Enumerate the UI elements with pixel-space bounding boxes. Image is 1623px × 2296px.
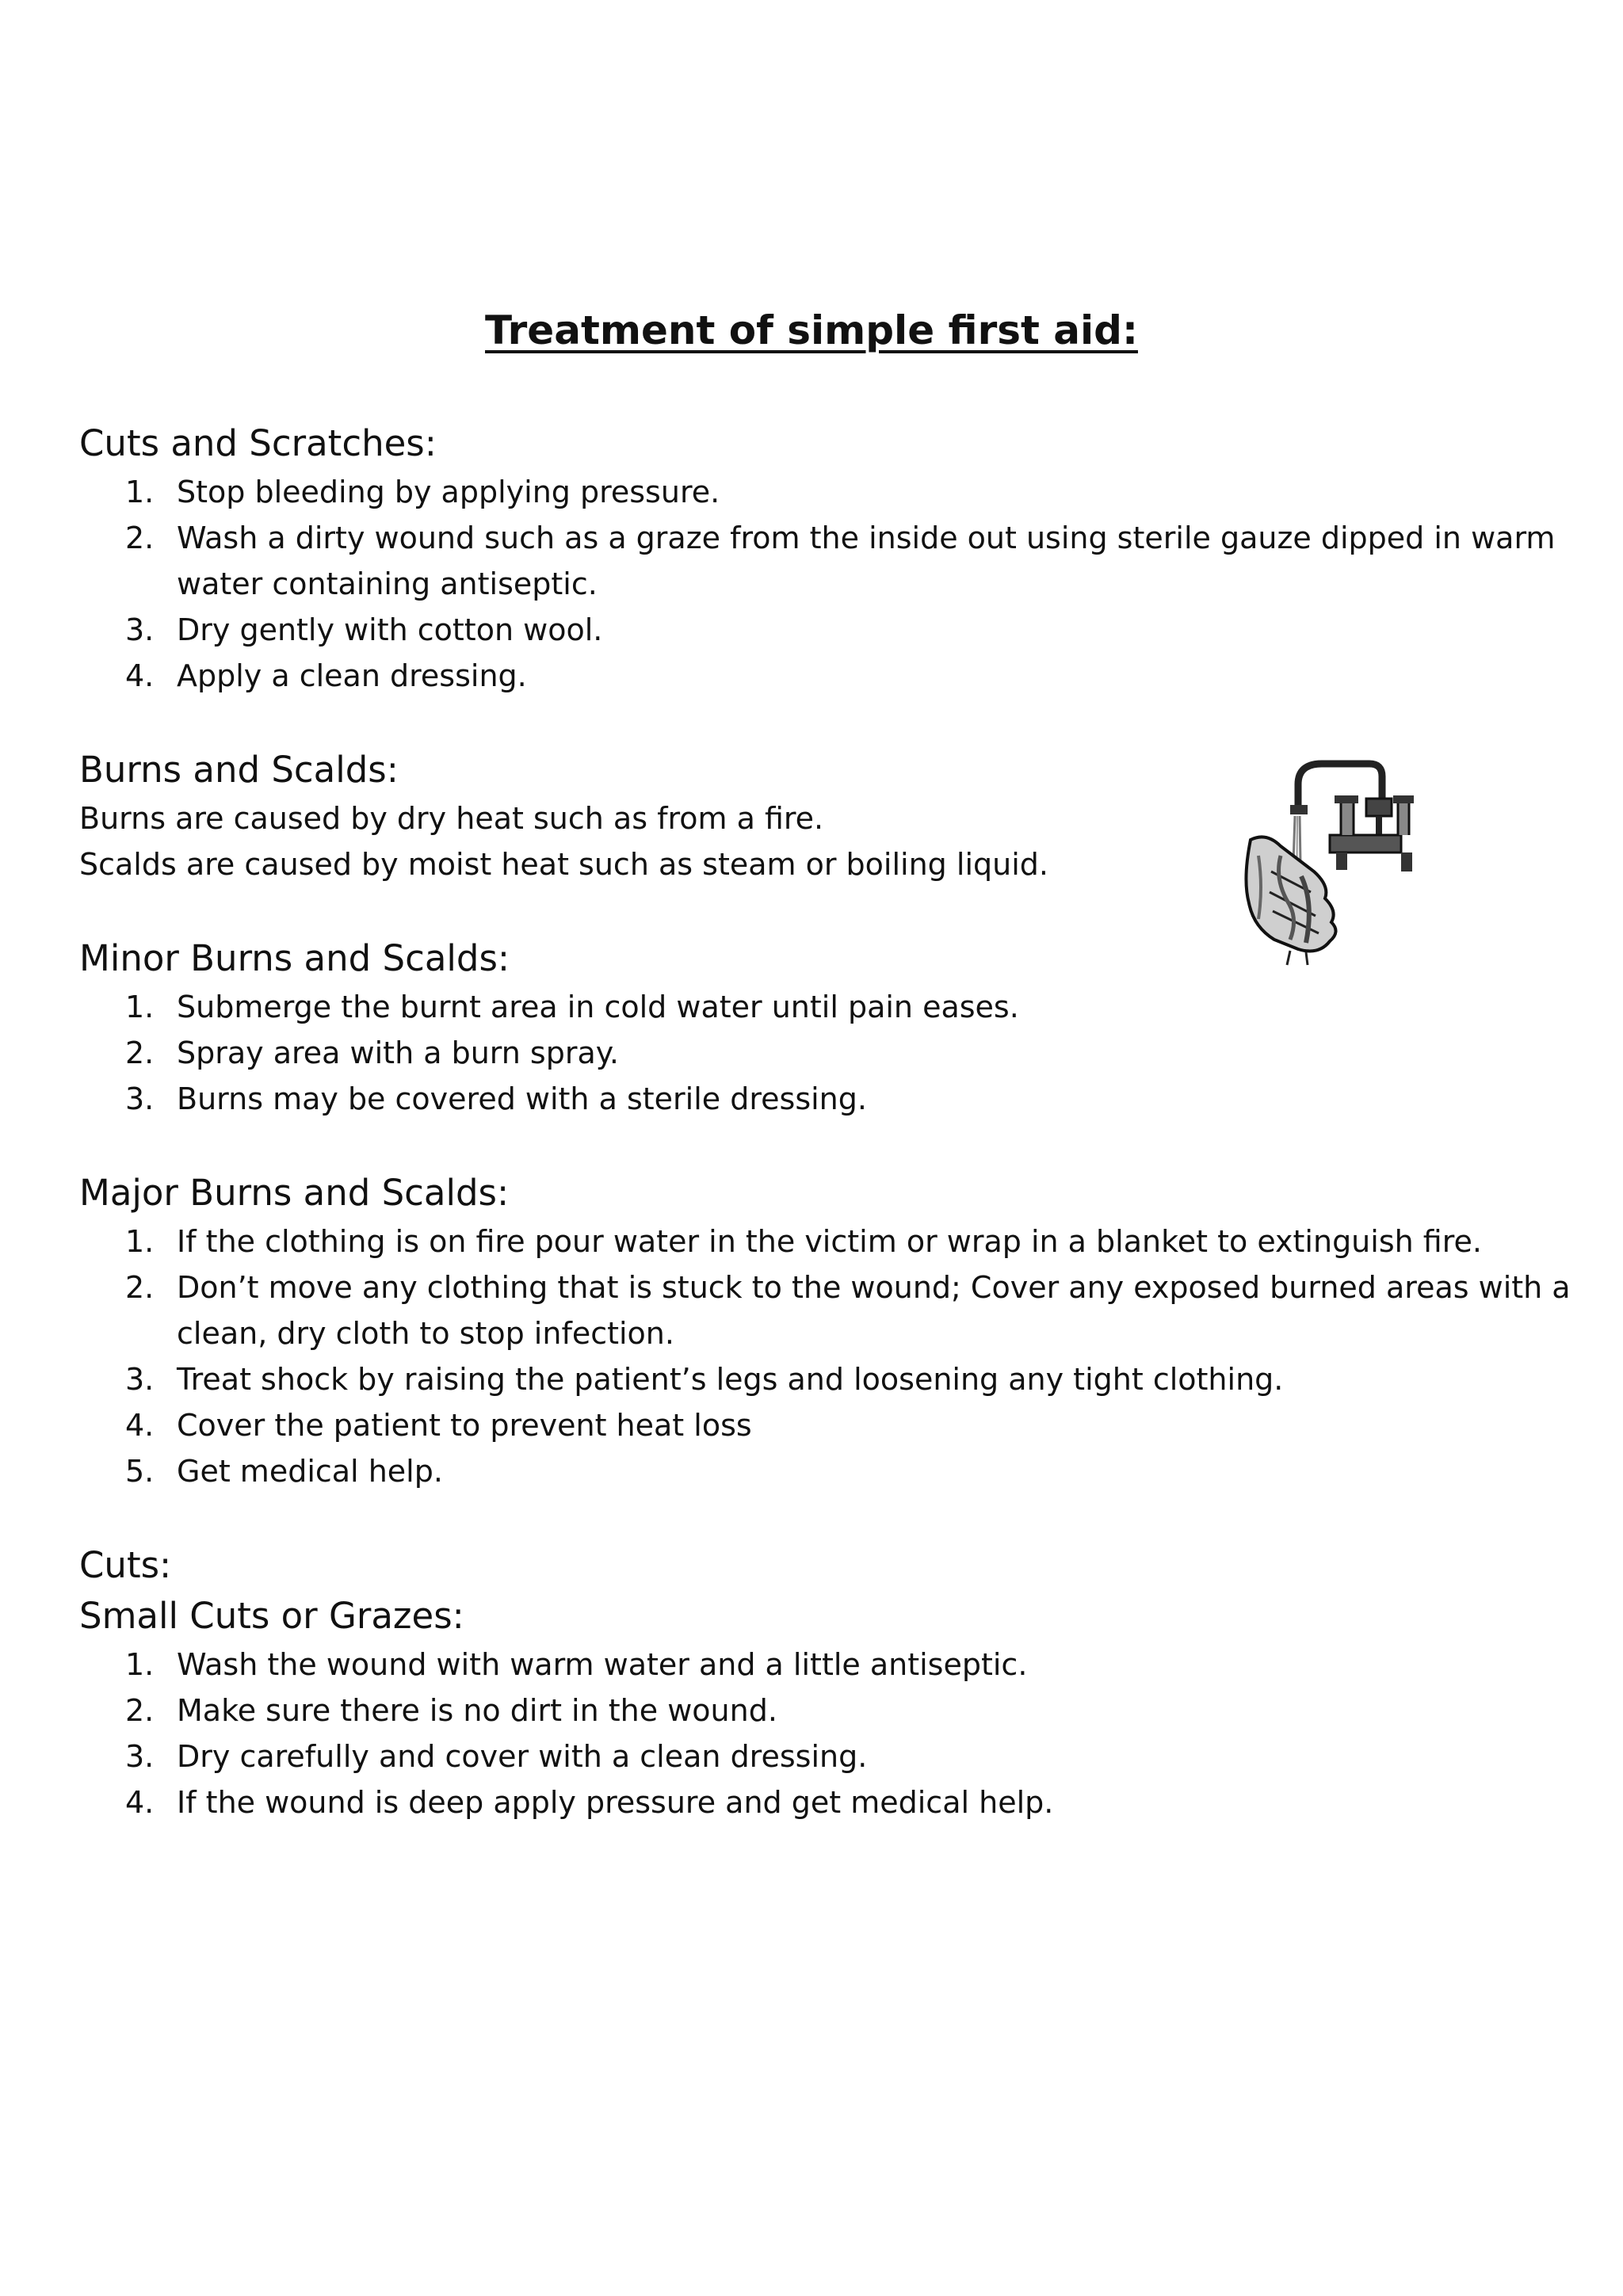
step-number: 2.: [125, 521, 155, 555]
section-spacer: [79, 1122, 1585, 1168]
step-text: Wash a dirty wound such as a graze from the inside out using sterile gauze dipped in warm water containing antiseptic.: [177, 521, 1556, 601]
document-body: [79, 418, 1585, 1825]
section-heading: Major Burns and Scalds:: [79, 1172, 510, 1214]
step-text: If the wound is deep apply pressure and get medical help.: [177, 1785, 1054, 1820]
section-heading: Burns and Scalds:: [79, 749, 399, 791]
step-number: 2.: [125, 1693, 155, 1728]
section-heading: Cuts and Scratches:: [79, 422, 437, 464]
section-spacer: [79, 1494, 1585, 1540]
list-item: [79, 1356, 1585, 1402]
step-text: Get medical help.: [177, 1454, 443, 1489]
steps-list: [79, 469, 1585, 699]
steps-list: [79, 1219, 1585, 1494]
step-text: Dry carefully and cover with a clean dressing.: [177, 1739, 868, 1774]
step-text: Submerge the burnt area in cold water until pain eases.: [177, 990, 1019, 1024]
steps-list: [79, 1642, 1585, 1825]
list-item: [79, 515, 1585, 607]
section-major-burns: [79, 1168, 1585, 1494]
step-text: Dry gently with cotton wool.: [177, 612, 603, 647]
list-item: [79, 653, 1585, 699]
section-spacer: [79, 887, 1585, 933]
list-item: [79, 607, 1585, 653]
step-text: Make sure there is no dirt in the wound.: [177, 1693, 777, 1728]
list-item: [79, 1448, 1585, 1494]
list-item: [79, 1030, 1585, 1076]
section-spacer: [79, 699, 1585, 745]
step-text: If the clothing is on fire pour water in the victim or wrap in a blanket to extinguish fire.: [177, 1224, 1482, 1259]
list-item: [79, 1076, 1585, 1122]
step-number: 4.: [125, 658, 155, 693]
step-number: 1.: [125, 1224, 155, 1259]
list-item: [79, 469, 1585, 515]
step-number: 1.: [125, 990, 155, 1024]
step-number: 3.: [125, 1081, 155, 1116]
step-text: Don’t move any clothing that is stuck to the wound; Cover any exposed burned areas with a clean, dry cloth to stop infection.: [177, 1270, 1571, 1351]
step-text: Stop bleeding by applying pressure.: [177, 475, 720, 509]
step-text: Apply a clean dressing.: [177, 658, 527, 693]
step-number: 1.: [125, 475, 155, 509]
document-title: Treatment of simple first aid:: [485, 307, 1138, 353]
section-heading: Cuts:: [79, 1544, 172, 1586]
paragraph: Burns are caused by dry heat such as from a fire.: [79, 801, 824, 836]
step-number: 1.: [125, 1647, 155, 1682]
step-text: Wash the wound with warm water and a little antiseptic.: [177, 1647, 1028, 1682]
step-number: 3.: [125, 612, 155, 647]
steps-list: [79, 984, 1585, 1122]
step-number: 5.: [125, 1454, 155, 1489]
section-subheading: Small Cuts or Grazes:: [79, 1595, 464, 1637]
step-text: Treat shock by raising the patient’s legs and loosening any tight clothing.: [177, 1362, 1284, 1397]
list-item: [79, 1642, 1585, 1688]
list-item: [79, 1219, 1585, 1264]
list-item: [79, 1264, 1585, 1356]
section-burns-and-scalds: [79, 745, 1585, 887]
step-number: 3.: [125, 1362, 155, 1397]
step-number: 2.: [125, 1035, 155, 1070]
list-item: [79, 1779, 1585, 1825]
step-number: 2.: [125, 1270, 155, 1305]
list-item: [79, 1402, 1585, 1448]
section-cuts-and-scratches: [79, 418, 1585, 699]
section-minor-burns: [79, 933, 1585, 1122]
paragraph: Scalds are caused by moist heat such as steam or boiling liquid.: [79, 847, 1048, 882]
step-text: Spray area with a burn spray.: [177, 1035, 619, 1070]
section-cuts: [79, 1540, 1585, 1825]
step-text: Cover the patient to prevent heat loss: [177, 1408, 752, 1443]
list-item: [79, 1733, 1585, 1779]
step-text: Burns may be covered with a sterile dressing.: [177, 1081, 867, 1116]
list-item: [79, 1688, 1585, 1733]
list-item: [79, 984, 1585, 1030]
section-heading: Minor Burns and Scalds:: [79, 937, 510, 979]
step-number: 4.: [125, 1408, 155, 1443]
step-number: 3.: [125, 1739, 155, 1774]
step-number: 4.: [125, 1785, 155, 1820]
